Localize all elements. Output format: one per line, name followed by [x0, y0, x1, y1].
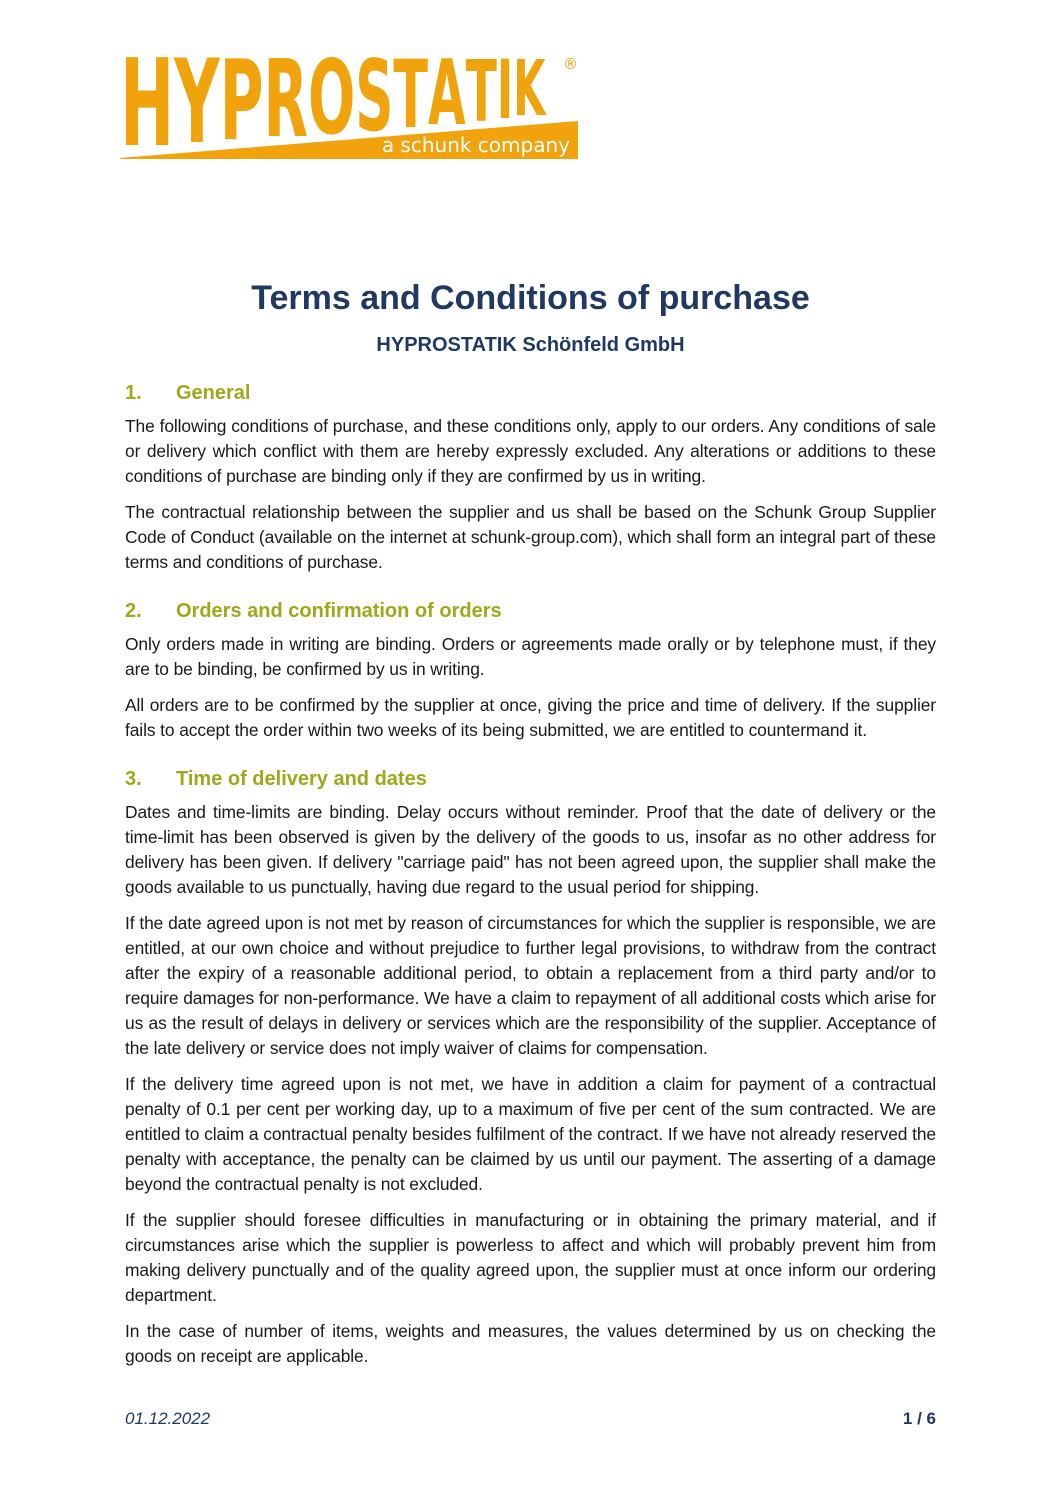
section-number: 3. [125, 768, 142, 790]
footer-date: 01.12.2022 [125, 1409, 211, 1428]
section-orders [125, 599, 936, 743]
logo-letter: S [355, 55, 394, 154]
section-heading [125, 767, 936, 791]
page-title: Terms and Conditions of purchase [251, 279, 810, 317]
logo-letter: H [120, 55, 175, 170]
section-number: 1. [125, 382, 142, 404]
paragraph: Only orders made in writing are binding. Orders or agreements made orally or by telephone must, if they are to be binding, be confirmed by us in writing. [125, 634, 936, 679]
paragraph: All orders are to be confirmed by the supplier at once, giving the price and time of delivery. If the supplier fails to accept the order within two weeks of its being submitted, we are entitled to countermand it. [125, 695, 936, 740]
section-heading [125, 599, 936, 623]
logo-letter: T [465, 55, 497, 143]
paragraph: In the case of number of items, weights and measures, the values determined by us on checking the goods on receipt are applicable. [125, 1321, 936, 1366]
section-title: Time of delivery and dates [176, 768, 427, 790]
paragraph: Dates and time-limits are binding. Delay occurs without reminder. Proof that the date of delivery or the time-limit has been observed is given by the delivery of the goods to us, insofar as no other address for delivery has been given. If delivery "carriage paid" has not been agreed upon, the supplier shall make the goods available to us punctually, having due regard to the usual period for shipping. [125, 802, 936, 897]
registered-trademark-icon: ® [563, 55, 578, 73]
paragraph: If the date agreed upon is not met by reason of circumstances for which the supplier is responsible, we are entitled, at our own choice and without prejudice to further legal provisions, to withdraw from the contract after the expiry of a reasonable additional period, to obtain a replacement from a third party and/or to require damages for non-performance. We have a claim to repayment of all additional costs which arise for us as the result of delays in delivery or services which are the responsibility of the supplier. Acceptance of the late delivery or service does not imply waiver of claims for compensation. [125, 913, 936, 1058]
logo-letter: K [513, 55, 546, 134]
section-general [125, 381, 936, 575]
logo-letter: Y [174, 55, 220, 170]
logo-letter: P [219, 55, 264, 167]
logo-letter: I [496, 55, 514, 138]
paragraph: If the delivery time agreed upon is not met, we have in addition a claim for payment of a contractual penalty of 0.1 per cent per working day, up to a maximum of five per cent of the sum contracted. We are entitled to claim a contractual penalty besides fulfilment of the contract. If we have not already reserved the penalty with acceptance, the penalty can be claimed by us until our payment. The asserting of a damage beyond the contractual penalty is not excluded. [125, 1074, 936, 1194]
page-footer [125, 1408, 936, 1430]
section-time-of-delivery [125, 767, 936, 1369]
logo-letter: T [393, 55, 429, 150]
section-number: 2. [125, 600, 142, 622]
footer-page-number: 1 / 6 [902, 1409, 936, 1428]
logo-tagline: a schunk company [381, 133, 570, 157]
paragraph: The following conditions of purchase, and these conditions only, apply to our orders. Any conditions of sale or delivery which conflict with them are hereby expressly excluded. Any alterations or additions to these conditions of purchase are binding only if they are confirmed by us in writing. [125, 416, 936, 486]
paragraph: The contractual relationship between the supplier and us shall be based on the Schunk Group Supplier Code of Conduct (available on the internet at schunk-group.com), which shall form an integral part of these terms and conditions of purchase. [125, 502, 936, 572]
section-title: Orders and confirmation of orders [176, 600, 502, 622]
logo-letter: R [263, 55, 309, 163]
section-title: General [176, 382, 251, 404]
section-heading [125, 381, 936, 405]
page-subtitle: HYPROSTATIK Schönfeld GmbH [376, 334, 685, 356]
logo-letter: O [308, 55, 356, 158]
paragraph: If the supplier should foresee difficulties in manufacturing or in obtaining the primary material, and if circumstances arise which the supplier is powerless to affect and which will probably prevent him from making delivery punctually and of the quality agreed upon, the supplier must at once inform our ordering department. [125, 1210, 936, 1305]
document-content [125, 0, 936, 1369]
logo-letter: A [428, 55, 466, 147]
